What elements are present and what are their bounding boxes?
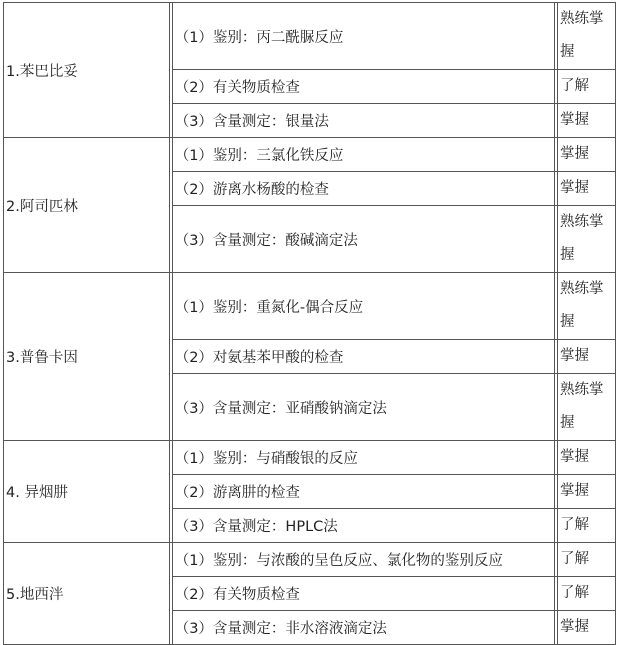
table-body — [4, 3, 616, 645]
drug-name-cell: 2.阿司匹林 — [4, 138, 173, 273]
test-item-cell: （2）游离水杨酸的检查 — [173, 172, 558, 206]
test-item-cell: （1）鉴别：与硝酸银的反应 — [173, 441, 558, 475]
requirement-level-cell: 了解 — [558, 509, 616, 543]
drug-name-cell: 1.苯巴比妥 — [4, 3, 173, 138]
drug-analysis-table — [3, 2, 616, 645]
requirement-level-cell: 掌握 — [558, 611, 616, 645]
table-row — [4, 543, 616, 577]
requirement-level-cell: 掌握 — [558, 340, 616, 374]
table-row — [4, 273, 616, 340]
table-row — [4, 441, 616, 475]
requirement-level-cell: 熟练掌握 — [558, 273, 616, 340]
drug-name-cell: 4. 异烟肼 — [4, 441, 173, 543]
test-item-cell: （2）游离肼的检查 — [173, 475, 558, 509]
requirement-level-cell: 熟练掌握 — [558, 3, 616, 70]
test-item-cell: （1）鉴别：与浓酸的呈色反应、氯化物的鉴别反应 — [173, 543, 558, 577]
requirement-level-cell: 掌握 — [558, 138, 616, 172]
requirement-level-cell: 掌握 — [558, 441, 616, 475]
requirement-level-cell: 掌握 — [558, 172, 616, 206]
test-item-cell: （3）含量测定：非水溶液滴定法 — [173, 611, 558, 645]
test-item-cell: （3）含量测定：亚硝酸钠滴定法 — [173, 374, 558, 441]
test-item-cell: （3）含量测定：酸碱滴定法 — [173, 206, 558, 273]
test-item-cell: （3）含量测定：HPLC法 — [173, 509, 558, 543]
requirement-level-cell: 了解 — [558, 543, 616, 577]
test-item-cell: （2）有关物质检查 — [173, 70, 558, 104]
requirement-level-cell: 熟练掌握 — [558, 374, 616, 441]
requirement-level-cell: 掌握 — [558, 475, 616, 509]
drug-name-cell: 3.普鲁卡因 — [4, 273, 173, 441]
test-item-cell: （2）对氨基苯甲酸的检查 — [173, 340, 558, 374]
test-item-cell: （1）鉴别：三氯化铁反应 — [173, 138, 558, 172]
table-row — [4, 3, 616, 70]
requirement-level-cell: 掌握 — [558, 104, 616, 138]
test-item-cell: （2）有关物质检查 — [173, 577, 558, 611]
requirement-level-cell: 了解 — [558, 577, 616, 611]
drug-name-cell: 5.地西泮 — [4, 543, 173, 645]
requirement-level-cell: 了解 — [558, 70, 616, 104]
test-item-cell: （3）含量测定：银量法 — [173, 104, 558, 138]
requirement-level-cell: 熟练掌握 — [558, 206, 616, 273]
test-item-cell: （1）鉴别：重氮化-偶合反应 — [173, 273, 558, 340]
table-row — [4, 138, 616, 172]
test-item-cell: （1）鉴别：丙二酰脲反应 — [173, 3, 558, 70]
